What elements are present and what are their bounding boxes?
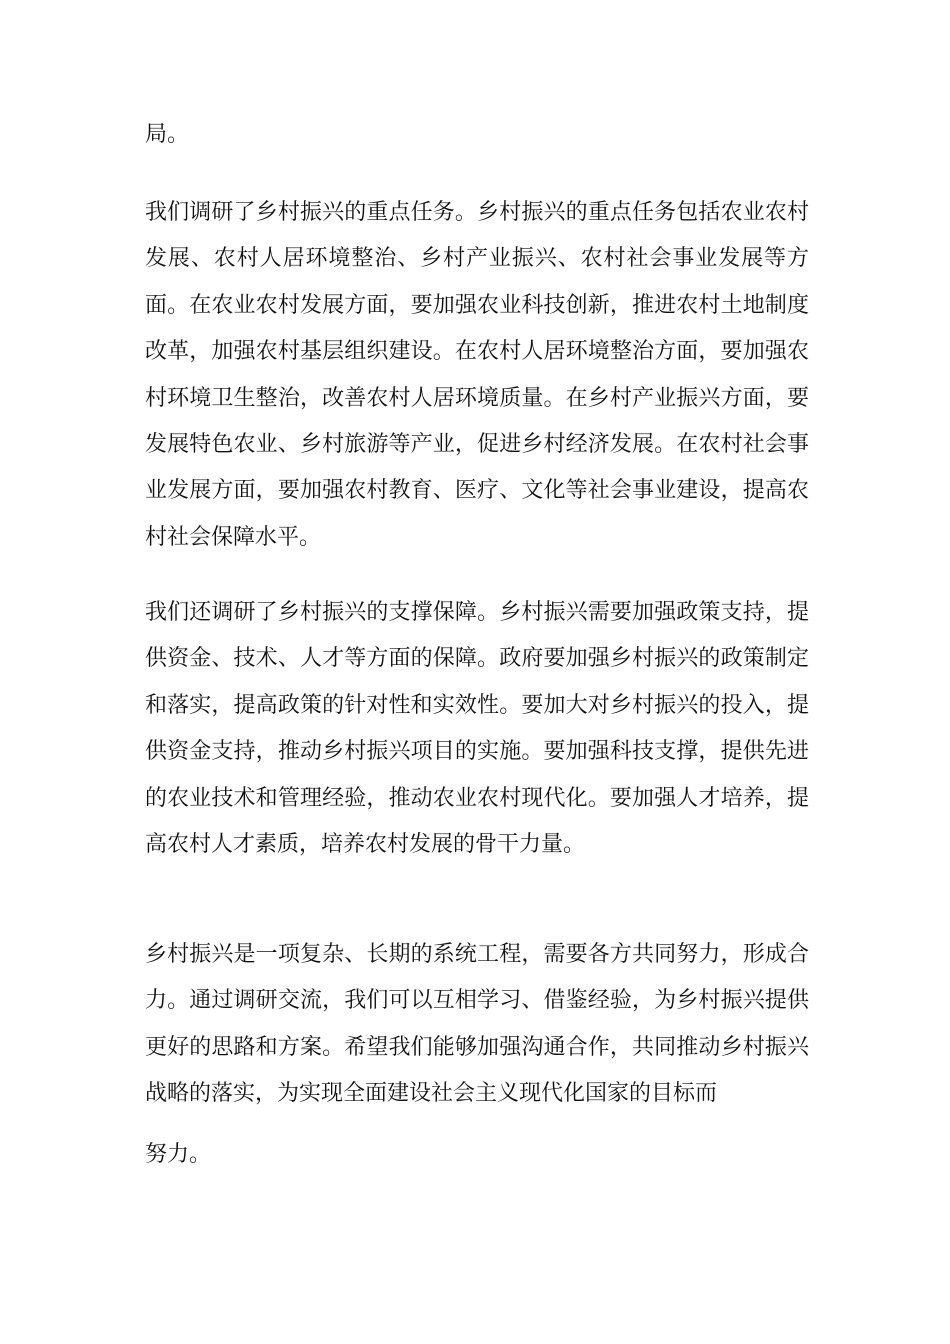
paragraph-conclusion: 乡村振兴是一项复杂、长期的系统工程，需要各方共同努力，形成合力。通过调研交流，我们可以互相学习、借鉴经验，为乡村振兴提供更好的思路和方案。希望我们能够加强沟通合作，共同推动乡村振兴战略的落实，为实现全面建设社会主义现代化国家的目标而 xyxy=(145,942,809,1107)
paragraph-key-tasks: 我们调研了乡村振兴的重点任务。乡村振兴的重点任务包括农业农村发展、农村人居环境整治、乡村产业振兴、农村社会事业发展等方面。在农业农村发展方面，要加强农业科技创新，推进农村土地制度改革，加强农村基层组织建设。在农村人居环境整治方面，要加强农村环境卫生整治，改善农村人居环境质量。在乡村产业振兴方面，要发展特色农业、乡村旅游等产业，促进乡村经济发展。在农村社会事业发展方面，要加强农村教育、医疗、文化等社会事业建设，提高农村社会保障水平。 xyxy=(145,200,809,550)
paragraph-support-guarantee: 我们还调研了乡村振兴的支撑保障。乡村振兴需要加强政策支持，提供资金、技术、人才等方面的保障。政府要加强乡村振兴的政策制定和落实，提高政策的针对性和实效性。要加大对乡村振兴的投入，提供资金支持，推动乡村振兴项目的实施。要加强科技支撑，提供先进的农业技术和管理经验，推动农业农村现代化。要加强人才培养，提高农村人才素质，培养农村发展的骨干力量。 xyxy=(145,600,809,858)
paragraph-conclusion-end: 努力。 xyxy=(145,1142,212,1167)
paragraph-continuation: 局。 xyxy=(145,122,190,147)
